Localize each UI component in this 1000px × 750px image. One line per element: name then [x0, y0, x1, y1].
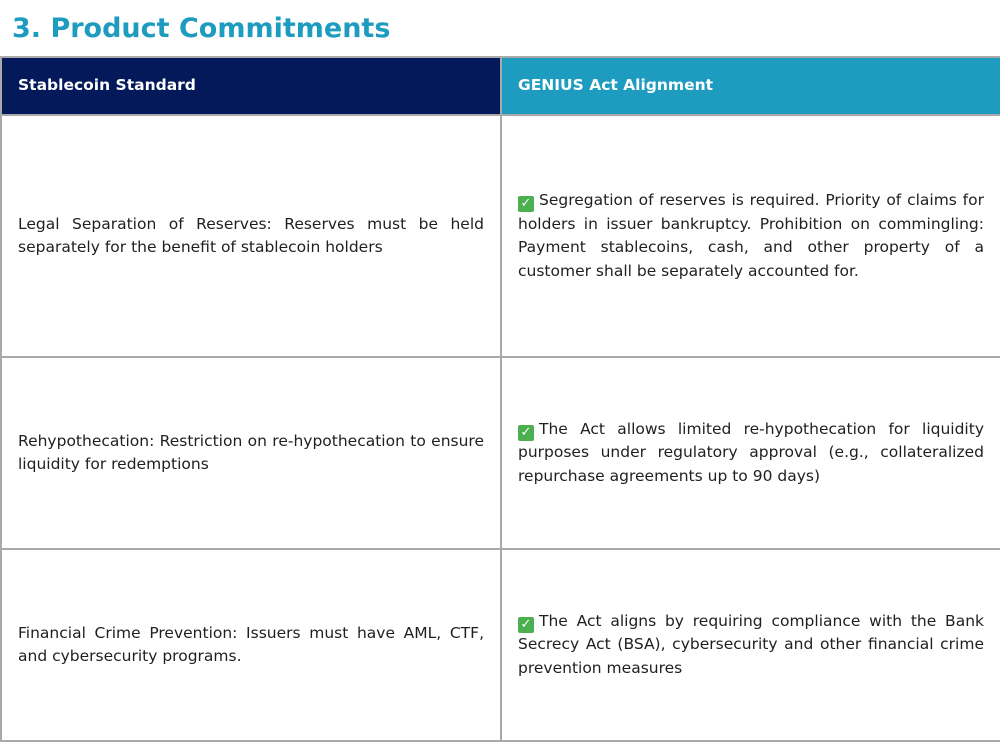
table-row	[1, 357, 1000, 549]
standard-cell: Financial Crime Prevention: Issuers must have AML, CTF, and cybersecurity programs.	[1, 549, 501, 741]
alignment-text: Segregation of reserves is required. Priority of claims for holders in issuer bankruptcy. Prohibition on commingling: Payment stablecoins, cash, and other property of a customer shall be separately accounted for.	[518, 191, 984, 280]
check-mark-icon: ✓	[518, 196, 534, 212]
alignment-text: The Act allows limited re-hypothecation for liquidity purposes under regulatory approval (e.g., collateralized repurchase agreements up to 90 days)	[518, 419, 984, 485]
commitments-table	[0, 56, 1000, 742]
alignment-cell	[501, 115, 1000, 357]
page-title: 3. Product Commitments	[12, 13, 391, 44]
alignment-cell	[501, 549, 1000, 741]
table-row	[1, 115, 1000, 357]
table-header-row	[1, 57, 1000, 115]
standard-cell: Legal Separation of Reserves: Reserves must be held separately for the benefit of stablecoin holders	[1, 115, 501, 357]
alignment-cell	[501, 357, 1000, 549]
table-row	[1, 549, 1000, 741]
column-header-stablecoin-standard: Stablecoin Standard	[1, 57, 501, 115]
check-mark-icon: ✓	[518, 617, 534, 633]
standard-cell: Rehypothecation: Restriction on re-hypothecation to ensure liquidity for redemptions	[1, 357, 501, 549]
column-header-genius-act-alignment: GENIUS Act Alignment	[501, 57, 1000, 115]
alignment-text: The Act aligns by requiring compliance with the Bank Secrecy Act (BSA), cybersecurity and other financial crime prevention measures	[518, 611, 984, 677]
check-mark-icon: ✓	[518, 425, 534, 441]
